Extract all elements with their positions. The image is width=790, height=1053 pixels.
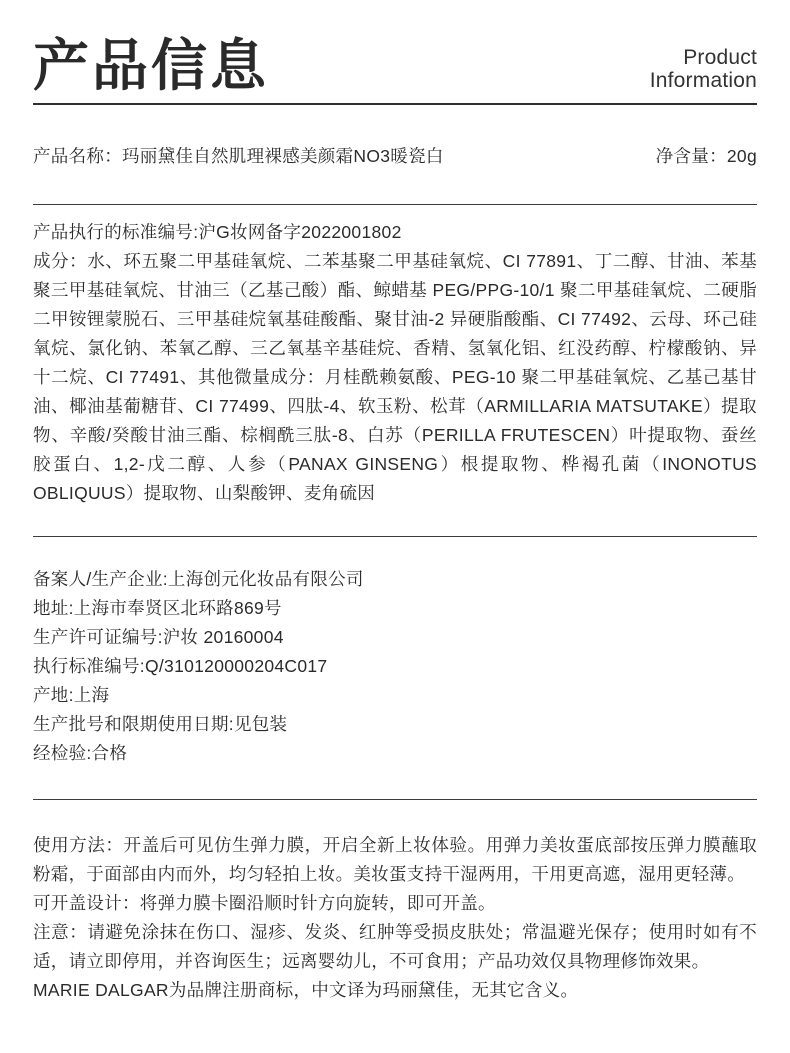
net-content-value: 20g [726,146,757,167]
product-name-label: 产品名称： [33,146,122,167]
section-divider-3 [33,799,757,800]
manufacturer-line-batch: 生产批号和限期使用日期:见包装 [33,714,288,735]
page-header [33,36,757,96]
ingredients-label: 成分： [33,251,88,272]
manufacturer-line-inspection: 经检验:合格 [33,743,128,764]
usage-paragraph-caution: 注意：请避免涂抹在伤口、湿疹、发炎、红肿等受损皮肤处；常温避光保存；使用时如有不适，请立即停用，并咨询医生；远离婴幼儿，不可食用；产品功效仅具物理修饰效果。 [33,922,757,972]
standards-section [33,218,757,508]
product-name [33,143,444,168]
usage-section [33,831,757,1005]
net-content-label: 净含量： [655,146,727,167]
product-name-value: 玛丽黛佳自然肌理裸感美颜霜NO3暖瓷白 [122,146,444,167]
net-content [656,143,757,168]
manufacturer-line-license: 生产许可证编号:沪妆 20160004 [33,627,284,648]
ingredients-paragraph [33,247,757,508]
page-title-english-line1: Product [683,46,757,70]
manufacturer-line-standard-code: 执行标准编号:Q/310120000204C017 [33,656,328,677]
product-name-row [33,143,757,168]
manufacturer-line-origin: 产地:上海 [33,685,110,706]
section-divider-2 [33,536,757,537]
manufacturer-section [33,565,757,768]
usage-paragraph-open-design: 可开盖设计：将弹力膜卡圈沿顺时针方向旋转，即可开盖。 [33,893,496,914]
manufacturer-line-address: 地址:上海市奉贤区北环路869号 [33,598,282,619]
page-title-english-line2: Information [649,68,757,92]
page-title-english [650,47,757,96]
section-divider-1 [33,204,757,205]
ingredients-text: 水、环五聚二甲基硅氧烷、二苯基聚二甲基硅氧烷、CI 77891、丁二醇、甘油、苯基聚三甲基硅氧烷、甘油三（乙基己酸）酯、鲸蜡基 PEG/PPG-10/1 聚二甲基硅氧烷、二硬脂二甲铵锂蒙脱石、三甲基硅烷氧基硅酸酯、聚甘油-2 异硬脂酸酯、CI 77492、云母、环己硅氧烷、氯化钠、苯氧乙醇、三乙氧基辛基硅烷、香精、氢氧化铝、红没药醇、柠檬酸钠、异十二烷、CI 77491、其他微量成分：月桂酰赖氨酸、PEG-10 聚二甲基硅氧烷、乙基己基甘油、椰油基葡糖苷、CI 77499、四肽-4、软玉粉、松茸（ARMILLARIA MATSUTAKE）提取物、辛酸/癸酸甘油三酯、棕榈酰三肽-8、白苏（PERILLA FRUTESCEN）叶提取物、蚕丝胶蛋白、1,2-戊二醇、人参（PANAX GINSENG）根提取物、桦褐孔菌（INONOTUS OBLIQUUS）提取物、山梨酸钾、麦角硫因 [33,251,757,504]
executive-standard-line: 产品执行的标准编号:沪G妆网备字2022001802 [33,222,402,243]
manufacturer-line-registrant: 备案人/生产企业:上海创元化妆品有限公司 [33,569,364,590]
usage-paragraph-method: 使用方法：开盖后可见仿生弹力膜，开启全新上妆体验。用弹力美妆蛋底部按压弹力膜蘸取粉霜，于面部由内而外，均匀轻拍上妆。美妆蛋支持干湿两用，干用更高遮，湿用更轻薄。 [33,835,757,885]
page-title: 产品信息 [33,34,269,97]
usage-paragraph-trademark: MARIE DALGAR为品牌注册商标，中文译为玛丽黛佳，无其它含义。 [33,980,579,1001]
header-divider [33,103,757,105]
